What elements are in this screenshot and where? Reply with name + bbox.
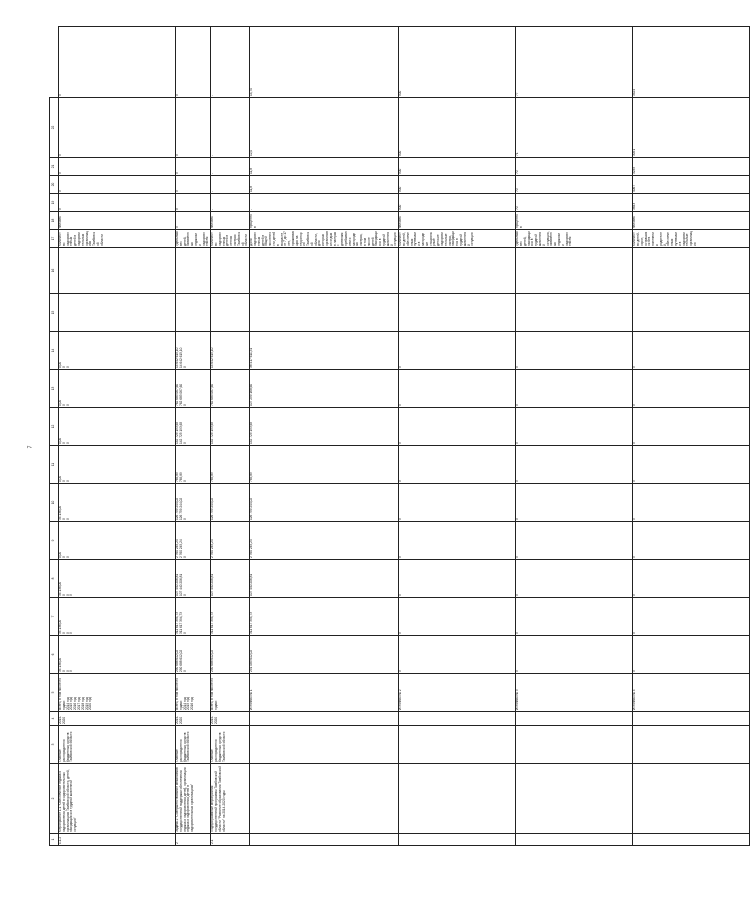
value-cell: X — [633, 408, 750, 446]
source-line: 2017 год — [76, 697, 81, 710]
indicator-name: Количество оздоровленных детей в летних лагерях Тамбовской области — [211, 230, 250, 248]
table-row-1-1-2 — [59, 27, 176, 846]
col-number: 12 — [50, 408, 59, 446]
value-line: 290 688 612,02 — [178, 649, 183, 672]
empty-cell — [633, 764, 750, 834]
value-cell — [176, 446, 211, 484]
value-cell: 290 688 612,02 — [211, 636, 250, 674]
value-cell — [633, 248, 750, 294]
source-line: Всего, в том числе по годам: — [58, 677, 66, 710]
value-cell: X — [399, 598, 516, 636]
value-cell — [59, 484, 176, 522]
value-line: 0,00 — [58, 361, 62, 368]
unit: процентов — [516, 212, 633, 230]
value-cell: 2 760 245,24 — [250, 522, 399, 560]
col-number: 19 — [50, 194, 59, 212]
value-line: X — [65, 365, 70, 368]
value-cell — [176, 484, 211, 522]
value-line: X — [182, 517, 187, 520]
value-line: 2 760 245,24 — [175, 539, 179, 558]
value-cell — [59, 332, 176, 370]
table-row-source-1 — [250, 27, 399, 846]
value-line: 0,00 — [58, 475, 62, 482]
value-cell: 762 683 067,60 — [211, 370, 250, 408]
term: 2014-2020 — [59, 712, 176, 726]
value-line: 34 136,00 — [58, 581, 62, 596]
value-cell: 142 725 193,65 — [211, 408, 250, 446]
value-cell: X — [399, 522, 516, 560]
value-line: 2 760 245,24 — [178, 539, 183, 558]
target-value: X — [59, 98, 176, 158]
row-code: 2 — [176, 834, 211, 846]
funding-source: Источник № 2 — [399, 674, 516, 712]
target-value: 71 — [516, 98, 633, 158]
term: 2014-2020 — [211, 712, 250, 726]
value-cell: X — [516, 522, 633, 560]
unit: человек — [211, 212, 250, 230]
target-value: 500 — [399, 98, 516, 158]
target-value: 11,8 — [250, 176, 399, 194]
value-line: X — [69, 631, 74, 634]
value-cell — [59, 636, 176, 674]
value-cell — [176, 370, 211, 408]
value-cell — [59, 248, 176, 294]
value-cell: X — [399, 636, 516, 674]
empty-cell — [399, 726, 516, 764]
value-cell: 38 417 611,31 — [250, 332, 399, 370]
value-cell — [176, 522, 211, 560]
value-cell: 14 642 615,10 — [211, 332, 250, 370]
table-row-source-2 — [399, 27, 516, 846]
target-value: 77 — [516, 27, 633, 98]
target-value: 3239 — [633, 158, 750, 176]
value-cell: X — [633, 370, 750, 408]
target-value: 500 — [399, 27, 516, 98]
value-cell — [250, 294, 399, 332]
value-line: 126 759 244,02 — [175, 497, 179, 520]
value-cell: X — [633, 636, 750, 674]
source-line: 2014 год — [182, 697, 187, 710]
value-cell: 311 617 394,73 — [211, 598, 250, 636]
empty-cell — [399, 764, 516, 834]
col-number: 15 — [50, 294, 59, 332]
value-line: 34 136,00 — [58, 619, 62, 634]
value-cell — [176, 636, 211, 674]
target-value: 12,0 — [250, 98, 399, 158]
target-value: - — [211, 27, 250, 98]
empty-cell — [516, 834, 633, 846]
value-cell: X — [633, 446, 750, 484]
funding-source: Источник № 4 — [633, 674, 750, 712]
col-number: 7 — [50, 598, 59, 636]
value-line: 126 759 244,02 — [178, 497, 183, 520]
value-line: X — [182, 669, 187, 672]
value-cell — [176, 248, 211, 294]
indicator-name: Доля оздоровленных детей в общей численности детей в возрасте от 7 до 17 лет, проживающих на территории Тамбовской области, для которых организован отдых в лагерях с дневным пребыванием и загородных лагерях, в том числе детей находящихся в трудной жизненной ситуации — [249, 231, 398, 246]
target-value: X — [59, 176, 176, 194]
source-line: 2016 год — [73, 697, 78, 710]
col-number: 13 — [50, 370, 59, 408]
source-line: 2019 год — [84, 697, 89, 710]
table-row-source-3 — [516, 27, 633, 846]
col-number: 22 — [50, 98, 59, 158]
target-value: 11,8 — [250, 158, 399, 176]
target-value: - — [211, 158, 250, 176]
value-cell — [633, 294, 750, 332]
target-value: 500 — [399, 176, 516, 194]
value-cell: 126 759 244,02 — [250, 484, 399, 522]
value-line: X — [61, 441, 66, 444]
measure-name: Мероприятие 1.1 "Обеспечение отдыха и оздоровления детей в оздоровительных организациях Тамбовской области, детей, находящихся в трудной жизненной ситуации" — [59, 764, 176, 834]
value-line: 311 617 394,73 — [178, 612, 183, 634]
value-cell — [211, 294, 250, 332]
empty-cell — [633, 726, 750, 764]
value-cell: X — [516, 598, 633, 636]
executor: Главные распорядители бюджетных средств Тамбовской области — [176, 726, 211, 764]
value-line: 0,00 — [58, 399, 62, 406]
value-line: 107 440 206,81 — [175, 573, 179, 596]
value-cell — [59, 598, 176, 636]
table-row-2-1 — [211, 27, 250, 846]
col-number: 10 — [50, 484, 59, 522]
value-cell — [250, 248, 399, 294]
value-cell: 311 617 394,73 — [250, 598, 399, 636]
empty-cell — [250, 764, 399, 834]
value-cell: X — [399, 446, 516, 484]
target-value: 70 — [516, 176, 633, 194]
value-line: X — [65, 517, 70, 520]
table-row-source-4 — [633, 27, 750, 846]
value-cell: X — [516, 636, 633, 674]
col-number: 14 — [50, 332, 59, 370]
term: 2014-2020 — [176, 712, 211, 726]
target-value: X — [176, 158, 211, 176]
value-cell — [211, 248, 250, 294]
value-cell — [176, 332, 211, 370]
source-line: 2016 год — [190, 697, 195, 710]
value-cell: X — [633, 484, 750, 522]
value-cell — [516, 294, 633, 332]
value-line: 107 440 206,81 — [178, 573, 183, 596]
unit: человек — [399, 212, 516, 230]
value-line: X — [65, 403, 70, 406]
value-cell: 2 760 245,24 — [211, 522, 250, 560]
empty-cell — [516, 712, 633, 726]
col-number: 17 — [50, 230, 59, 248]
value-line: X — [182, 555, 187, 558]
value-line: X — [61, 479, 66, 482]
source-line: 2015 год — [69, 697, 74, 710]
value-cell — [176, 408, 211, 446]
target-value: X — [59, 158, 176, 176]
funding-sources — [176, 674, 211, 712]
indicator-name: Количество детей, обеспеченных путевками в загородные стационарные детские оздоровительные лагеря, находящиеся в трудной жизненной ситуации — [399, 230, 516, 248]
target-value: 4067 — [633, 176, 750, 194]
value-cell — [176, 294, 211, 332]
target-value: 500 — [399, 194, 516, 212]
source-line: 2020 год — [88, 697, 93, 710]
value-cell — [59, 446, 176, 484]
col-number: 4 — [50, 712, 59, 726]
target-value: - — [211, 98, 250, 158]
target-value: - — [250, 194, 399, 212]
empty-cell — [516, 726, 633, 764]
value-cell: X — [516, 446, 633, 484]
value-line: X — [61, 555, 66, 558]
value-cell — [399, 294, 516, 332]
funding-source: Источник № 1 — [250, 674, 399, 712]
value-cell: X — [516, 408, 633, 446]
target-value: 500 — [399, 158, 516, 176]
value-cell: X — [633, 522, 750, 560]
empty-cell — [399, 712, 516, 726]
empty-cell — [633, 712, 750, 726]
value-cell: X — [633, 560, 750, 598]
value-line: X — [182, 631, 187, 634]
target-value: - — [211, 176, 250, 194]
value-line: X — [61, 365, 66, 368]
value-line: 762 683 067,60 — [178, 383, 183, 406]
unit: X — [176, 212, 211, 230]
value-line: 769,89 — [175, 472, 179, 482]
empty-cell — [399, 834, 516, 846]
value-line: 34 136,00 — [58, 505, 62, 520]
value-line: X — [65, 631, 70, 634]
value-line: 142 725 193,65 — [178, 421, 183, 444]
value-cell: X — [516, 332, 633, 370]
empty-cell — [250, 834, 399, 846]
unit: человек — [633, 212, 750, 230]
target-value: 3843 — [633, 194, 750, 212]
value-line: X — [65, 593, 70, 596]
rotated-table-container — [49, 26, 697, 846]
value-cell: X — [399, 408, 516, 446]
value-cell: 291 083 612,02 — [250, 636, 399, 674]
value-cell: 769,89 — [250, 446, 399, 484]
value-cell: 107 440 206,81 — [211, 560, 250, 598]
col-number: 16 — [50, 248, 59, 294]
indicator-name: Удельный вес детей, находящихся в трудной жизненной ситуации, охваченных отдыхом и оздоровлением — [516, 230, 633, 248]
indicator-name: Количество оздоровленных детей в оздоровительных организациях Тамбовской области — [59, 230, 176, 248]
value-cell: X — [399, 370, 516, 408]
value-line: X — [61, 403, 66, 406]
value-cell: X — [516, 560, 633, 598]
value-cell — [399, 248, 516, 294]
target-value: X — [59, 194, 176, 212]
value-cell — [59, 294, 176, 332]
executor: Главные распорядители бюджетных средств Тамбовской области — [59, 726, 176, 764]
value-line: X — [65, 441, 70, 444]
executor: Главные распорядители бюджетных средств Тамбовской области — [211, 726, 250, 764]
value-cell — [59, 560, 176, 598]
value-line: X — [182, 479, 187, 482]
target-value: X — [59, 27, 176, 98]
value-cell: 107 299 168,60 — [250, 370, 399, 408]
target-value: - — [211, 194, 250, 212]
value-cell: 107 440 206,81 — [250, 560, 399, 598]
value-line: 0,00 — [58, 551, 62, 558]
funding-source: Источник № 3 — [516, 674, 633, 712]
empty-cell — [250, 726, 399, 764]
value-cell: X — [399, 484, 516, 522]
value-line: X — [69, 593, 74, 596]
value-cell — [176, 598, 211, 636]
col-number: 11 — [50, 446, 59, 484]
row-code: 1.1.2 — [59, 834, 176, 846]
col-number: 8 — [50, 560, 59, 598]
value-line: X — [61, 593, 66, 596]
col-number: 2 — [50, 764, 59, 834]
value-cell: X — [399, 560, 516, 598]
page-number: 7 — [27, 445, 34, 449]
value-line: X — [61, 517, 66, 520]
table-row-task-2 — [176, 27, 211, 846]
value-line: 14 642 615,10 — [178, 347, 183, 368]
value-cell: 126 759 244,02 — [211, 484, 250, 522]
col-number: 5 — [50, 674, 59, 712]
unit: процентов — [250, 212, 399, 230]
col-number: 3 — [50, 726, 59, 764]
value-line: 762 683 067,60 — [175, 383, 179, 406]
value-line: 34 136,00 — [58, 657, 62, 672]
target-value: X — [176, 176, 211, 194]
value-cell — [176, 560, 211, 598]
value-line: 290 688 612,02 — [175, 649, 179, 672]
col-number: 1 — [50, 834, 59, 846]
col-number: 20 — [50, 176, 59, 194]
source-line: 2018 год — [80, 697, 85, 710]
value-line: X — [61, 669, 66, 672]
value-cell — [59, 408, 176, 446]
program-table — [49, 26, 750, 846]
target-value: 14,70 — [250, 27, 399, 98]
col-number: 9 — [50, 522, 59, 560]
value-line: X — [61, 631, 66, 634]
value-cell: X — [399, 332, 516, 370]
value-cell: X — [633, 598, 750, 636]
value-cell — [59, 522, 176, 560]
value-line: 14 642 615,10 — [175, 347, 179, 368]
empty-cell — [633, 834, 750, 846]
value-line: 311 617 394,73 — [175, 612, 179, 634]
value-line: X — [65, 479, 70, 482]
target-value: X — [176, 27, 211, 98]
value-cell — [516, 248, 633, 294]
measure-name: Подпрограммные мероприятия государственной программы Тамбовской области "Развитие образования Тамбовской области" на 2014-2020 годы — [211, 764, 250, 834]
target-value: X — [176, 194, 211, 212]
col-number: 18 — [50, 212, 59, 230]
source-line: 2015 год — [186, 697, 191, 710]
indicator-name: Удельный вес детей, охваченных отдыхом и оздоровлением — [175, 231, 210, 246]
col-number: 21 — [50, 158, 59, 176]
value-line: X — [69, 669, 74, 672]
target-value: 3091 — [633, 98, 750, 158]
unit: человек — [59, 212, 176, 230]
value-line: 142 725 193,65 — [175, 421, 179, 444]
source-line: 2014 год — [65, 697, 70, 710]
value-line: X — [182, 593, 187, 596]
value-cell — [59, 370, 176, 408]
value-cell: 142 725 193,65 — [250, 408, 399, 446]
empty-cell — [516, 764, 633, 834]
value-line: X — [65, 555, 70, 558]
funding-sources — [59, 674, 176, 712]
funding-source: Всего, в том числе по годам: — [211, 674, 250, 712]
value-line: X — [182, 441, 187, 444]
target-value: 70 — [516, 194, 633, 212]
value-cell: X — [633, 332, 750, 370]
indicator-name: Количество детей-сирот, оставшихся без попечения родителей, обеспеченных путевками в оздоровительные организации — [633, 230, 750, 248]
empty-cell — [250, 712, 399, 726]
value-cell: 769,89 — [211, 446, 250, 484]
value-line: X — [65, 669, 70, 672]
target-value: 3424 — [633, 27, 750, 98]
task-name: Задача 2 "Совершенствование механизмов государственной поддержки обеспечения отдыха и оздоровления детей, организация отдыха и оздоровления детей в оздоровительных организациях" — [176, 764, 211, 834]
value-cell: X — [516, 484, 633, 522]
value-line: X — [182, 365, 187, 368]
target-value: X — [176, 98, 211, 158]
value-line: 769,89 — [178, 472, 183, 482]
value-line: X — [182, 403, 187, 406]
source-line: Всего, в том числе по годам: — [175, 677, 183, 710]
value-line: 0,00 — [58, 437, 62, 444]
col-number: 6 — [50, 636, 59, 674]
value-cell: X — [516, 370, 633, 408]
row-code: 2.1 — [211, 834, 250, 846]
target-value: 70 — [516, 158, 633, 176]
